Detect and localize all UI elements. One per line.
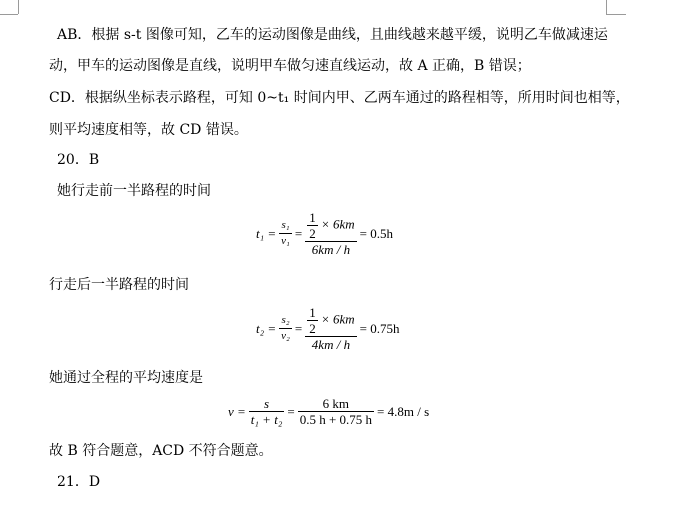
eq1-main-fraction: $\frac{1}{2}$ × 6km 6km / h (302, 210, 359, 257)
eq2-denominator: 4km / h (311, 337, 351, 352)
equation-t1 (256, 210, 393, 257)
eq1-equals: = (294, 225, 303, 241)
eq1-half: $\frac{1}{2}$ (309, 210, 316, 241)
page-corner-mark-left-vertical (18, 0, 19, 14)
equation-t2 (256, 305, 400, 352)
page-corner-mark-right-vertical (606, 0, 607, 14)
solution-step-2-text: 行走后一半路程的时间 (49, 277, 189, 293)
eq2-result: = 0.75h (359, 320, 400, 336)
eq1-fraction-s-over-v: $\frac{\text{s₁}}{\text{v₁}}$ (281, 219, 290, 247)
eq2-half: $\frac{1}{2}$ (309, 305, 316, 336)
eq2-main-fraction: $\frac{1}{2}$ × 6km 4km / h (302, 305, 359, 352)
eq3-equals: = (287, 403, 295, 419)
eq2-equals: = (294, 320, 303, 336)
eq1-denominator: 6km / h (311, 242, 351, 257)
solution-step-3-text: 她通过全程的平均速度是 (49, 370, 203, 386)
answer-ab-line-2: 动，甲车的运动图像是直线，说明甲车做匀速直线运动，故 A 正确，B 错误； (49, 58, 531, 74)
conclusion-text: 故 B 符合题意，ACD 不符合题意。 (49, 443, 273, 459)
answer-cd-line-1: CD．根据纵坐标表示路程，可知 0~t₁ 时间内甲、乙两车通过的路程相等，所用时间也相等， (49, 90, 630, 106)
question-21-answer: 21．D (57, 474, 101, 490)
page-corner-mark-left-horizontal (0, 14, 18, 15)
eq2-fraction-s-over-v: $\frac{\text{s₂}}{\text{v₂}}$ (281, 314, 290, 342)
eq2-lhs: t₂ = (256, 320, 277, 336)
eq3-result: = 4.8m / s (377, 403, 430, 419)
eq3-numeric-fraction: $\frac{6 km}{0.5 h + 0.75 h}$ (299, 396, 373, 427)
eq3-fraction-s-over-t: $\frac{s}{\text{t₁ + t₂}}$ (250, 396, 283, 427)
eq1-result: = 0.5h (359, 225, 393, 241)
equation-average-speed (228, 396, 429, 427)
page-corner-mark-right-horizontal (606, 14, 626, 15)
question-20-answer: 20．B (57, 152, 100, 168)
answer-ab-line-1: AB．根据 s-t 图像可知，乙车的运动图像是曲线，且曲线越来越平缓，说明乙车做减速运 (57, 27, 608, 43)
eq1-lhs: t₁ = (256, 225, 277, 241)
answer-cd-line-2: 则平均速度相等，故 CD 错误。 (49, 122, 248, 138)
eq3-lhs: v = (228, 403, 246, 419)
solution-step-1-text: 她行走前一半路程的时间 (57, 183, 211, 199)
